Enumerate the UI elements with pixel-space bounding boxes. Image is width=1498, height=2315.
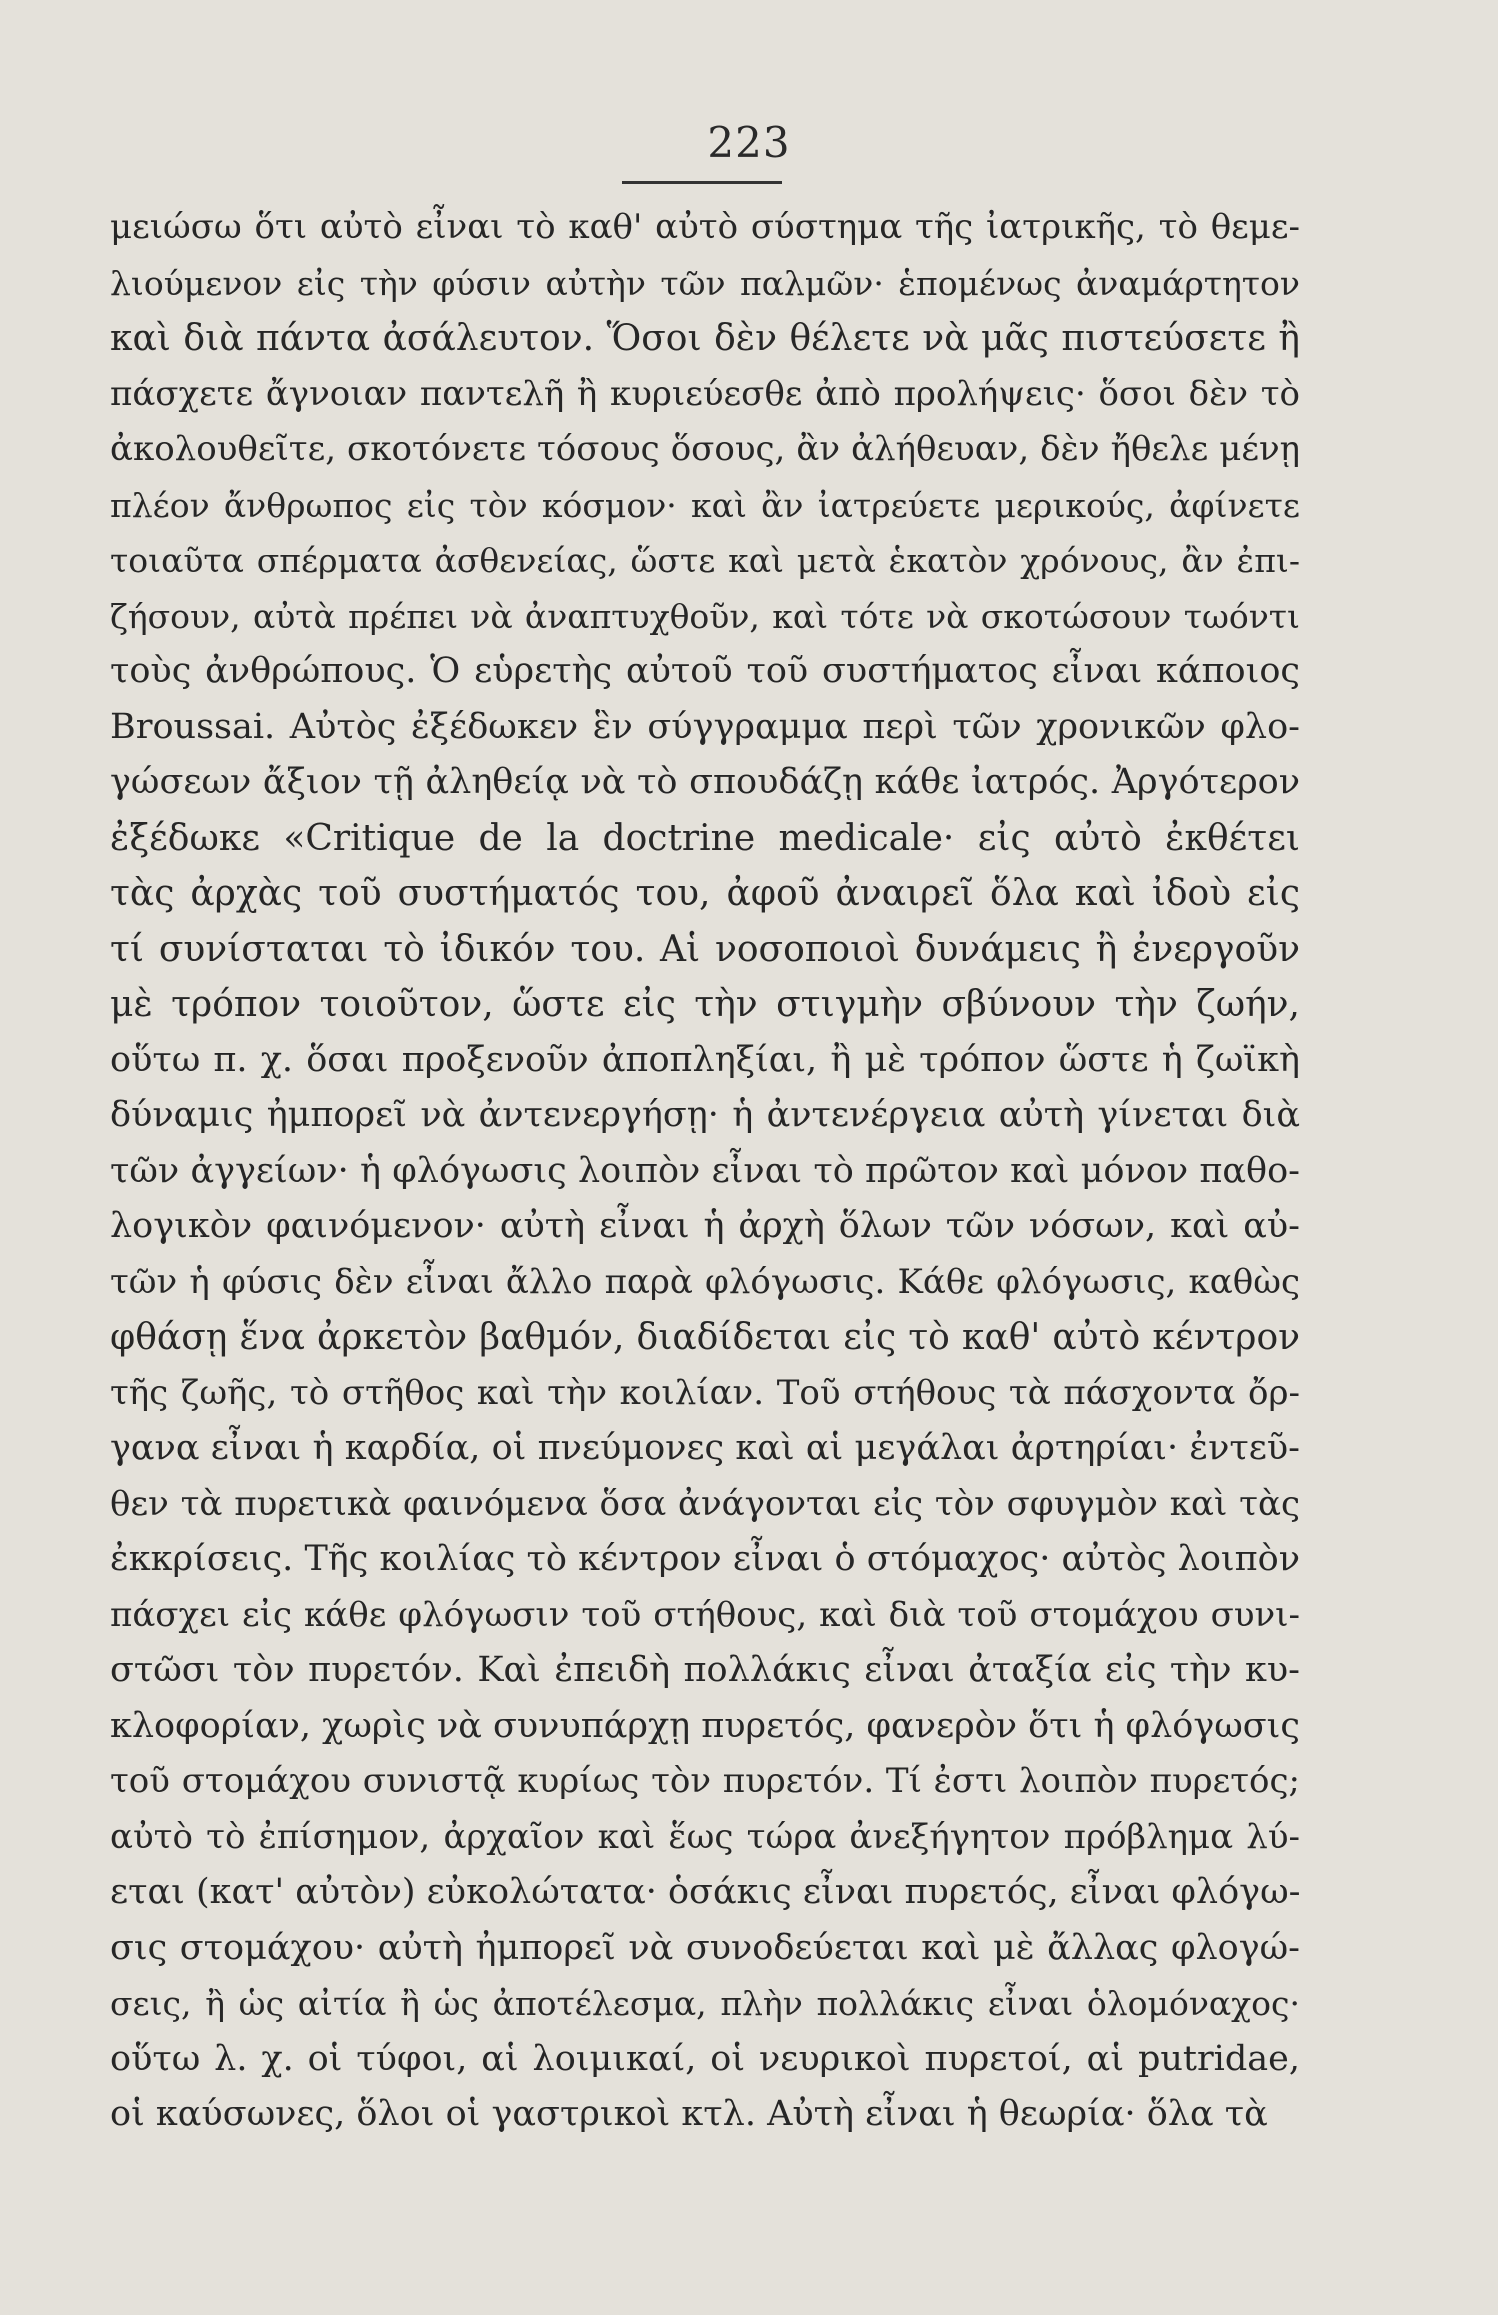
page-number: 223 [707,118,791,167]
text-line: μειώσω ὅτι αὐτὸ εἶναι τὸ καθ' αὐτὸ σύστημα τῆς ἰατρικῆς, τὸ θεμε- [110,207,1300,247]
text-line: τοῦ στομάχου συνιστᾷ κυρίως τὸν πυρετόν. Τί ἐστι λοιπὸν πυρετός; [110,1761,1300,1801]
text-line: τῶν ἀγγείων· ἡ φλόγωσις λοιπὸν εἶναι τὸ πρῶτον καὶ μόνον παθο- [110,1150,1300,1191]
text-line: λιούμενον εἰς τὴν φύσιν αὐτὴν τῶν παλμῶν· ἑπομένως ἀναμάρτητον [110,263,1300,303]
text-line: αὐτὸ τὸ ἐπίσημον, ἀρχαῖον καὶ ἕως τώρα ἀνεξήγητον πρόβλημα λύ- [110,1816,1300,1857]
text-line: ζήσουν, αὐτὰ πρέπει νὰ ἀναπτυχθοῦν, καὶ τότε νὰ σκοτώσουν τωόντι [110,596,1300,636]
text-line: τῶν ἡ φύσις δὲν εἶναι ἄλλο παρὰ φλόγωσις. Κάθε φλόγωσις, καθὼς [110,1261,1300,1302]
text-line: οὕτω π. χ. ὅσαι προξενοῦν ἀποπληξίαι, ἢ μὲ τρόπον ὥστε ἡ ζωϊκὴ [110,1039,1300,1080]
text-line: πλέον ἄνθρωπος εἰς τὸν κόσμον· καὶ ἂν ἰατρεύετε μερικούς, ἀφίνετε [110,485,1300,525]
text-line: μὲ τρόπον τοιοῦτον, ὥστε εἰς τὴν στιγμὴν σβύνουν τὴν ζωήν, [110,984,1300,1025]
text-line: ἐξέδωκε «Critique de la doctrine medicale· εἰς αὐτὸ ἐκθέτει [110,817,1300,859]
text-line: φθάσῃ ἕνα ἀρκετὸν βαθμόν, διαδίδεται εἰς τὸ καθ' αὐτὸ κέντρον [110,1317,1300,1358]
text-line: δύναμις ἠμπορεῖ νὰ ἀντενεργήσῃ· ἡ ἀντενέργεια αὐτὴ γίνεται διὰ [110,1095,1300,1135]
text-line: σις στομάχου· αὐτὴ ἠμπορεῖ νὰ συνοδεύεται καὶ μὲ ἄλλας φλογώ- [110,1927,1300,1968]
text-line: Broussai. Αὐτὸς ἐξέδωκεν ἓν σύγγραμμα περὶ τῶν χρονικῶν φλο- [110,706,1300,747]
text-line: σεις, ἢ ὡς αἰτία ἢ ὡς ἀποτέλεσμα, πλὴν πολλάκις εἶναι ὁλομόναχος· [110,1984,1300,2023]
text-line: τοιαῦτα σπέρματα ἀσθενείας, ὥστε καὶ μετὰ ἑκατὸν χρόνους, ἂν ἐπι- [110,541,1300,580]
text-line: οὕτω λ. χ. οἱ τύφοι, αἱ λοιμικαί, οἱ νευρικοὶ πυρετοί, αἱ putridae, [110,2038,1300,2079]
text-line: τοὺς ἀνθρώπους. Ὁ εὑρετὴς αὐτοῦ τοῦ συστήματος εἶναι κάποιος [110,651,1300,691]
text-line: τί συνίσταται τὸ ἰδικόν του. Αἱ νοσοποιοὶ δυνάμεις ἢ ἐνεργοῦν [110,928,1300,970]
text-line: πάσχετε ἄγνοιαν παντελῆ ἢ κυριεύεσθε ἀπὸ προλήψεις· ὅσοι δὲν τὸ [110,373,1300,414]
body-text [110,200,1300,2143]
text-line: κλοφορίαν, χωρὶς νὰ συνυπάρχῃ πυρετός, φανερὸν ὅτι ἡ φλόγωσις [110,1705,1300,1746]
text-line: οἱ καύσωνες, ὅλοι οἱ γαστρικοὶ κτλ. Αὐτὴ εἶναι ἡ θεωρία· ὅλα τὰ [110,2094,1268,2134]
text-line: ἀκολουθεῖτε, σκοτόνετε τόσους ὅσους, ἂν ἀλήθευαν, δὲν ἤθελε μένῃ [110,429,1300,469]
text-line: στῶσι τὸν πυρετόν. Καὶ ἐπειδὴ πολλάκις εἶναι ἀταξία εἰς τὴν κυ- [110,1650,1300,1690]
text-line: τῆς ζωῆς, τὸ στῆθος καὶ τὴν κοιλίαν. Τοῦ στήθους τὰ πάσχοντα ὄρ- [110,1372,1300,1413]
text-line: εται (κατ' αὐτὸν) εὐκολώτατα· ὁσάκις εἶναι πυρετός, εἶναι φλόγω- [110,1872,1300,1912]
text-line: θεν τὰ πυρετικὰ φαινόμενα ὅσα ἀνάγονται εἰς τὸν σφυγμὸν καὶ τὰς [110,1483,1300,1524]
text-line: πάσχει εἰς κάθε φλόγωσιν τοῦ στήθους, καὶ διὰ τοῦ στομάχου συνι- [110,1594,1300,1635]
text-line: λογικὸν φαινόμενον· αὐτὴ εἶναι ἡ ἀρχὴ ὅλων τῶν νόσων, καὶ αὐ- [110,1206,1300,1246]
text-line: τὰς ἀρχὰς τοῦ συστήματός του, ἀφοῦ ἀναιρεῖ ὅλα καὶ ἰδοὺ εἰς [110,873,1300,914]
header-rule [622,181,782,184]
text-line: γανα εἶναι ἡ καρδία, οἱ πνεύμονες καὶ αἱ μεγάλαι ἀρτηρίαι· ἐντεῦ- [110,1428,1300,1468]
text-line: ἐκκρίσεις. Τῆς κοιλίας τὸ κέντρον εἶναι ὁ στόμαχος· αὐτὸς λοιπὸν [110,1539,1300,1579]
text-line: γώσεων ἄξιον τῇ ἀληθείᾳ νὰ τὸ σπουδάζῃ κάθε ἰατρός. Ἀργότερον [110,762,1300,802]
text-line: καὶ διὰ πάντα ἀσάλευτον. Ὅσοι δὲν θέλετε νὰ μᾶς πιστεύσετε ἢ [110,318,1300,359]
